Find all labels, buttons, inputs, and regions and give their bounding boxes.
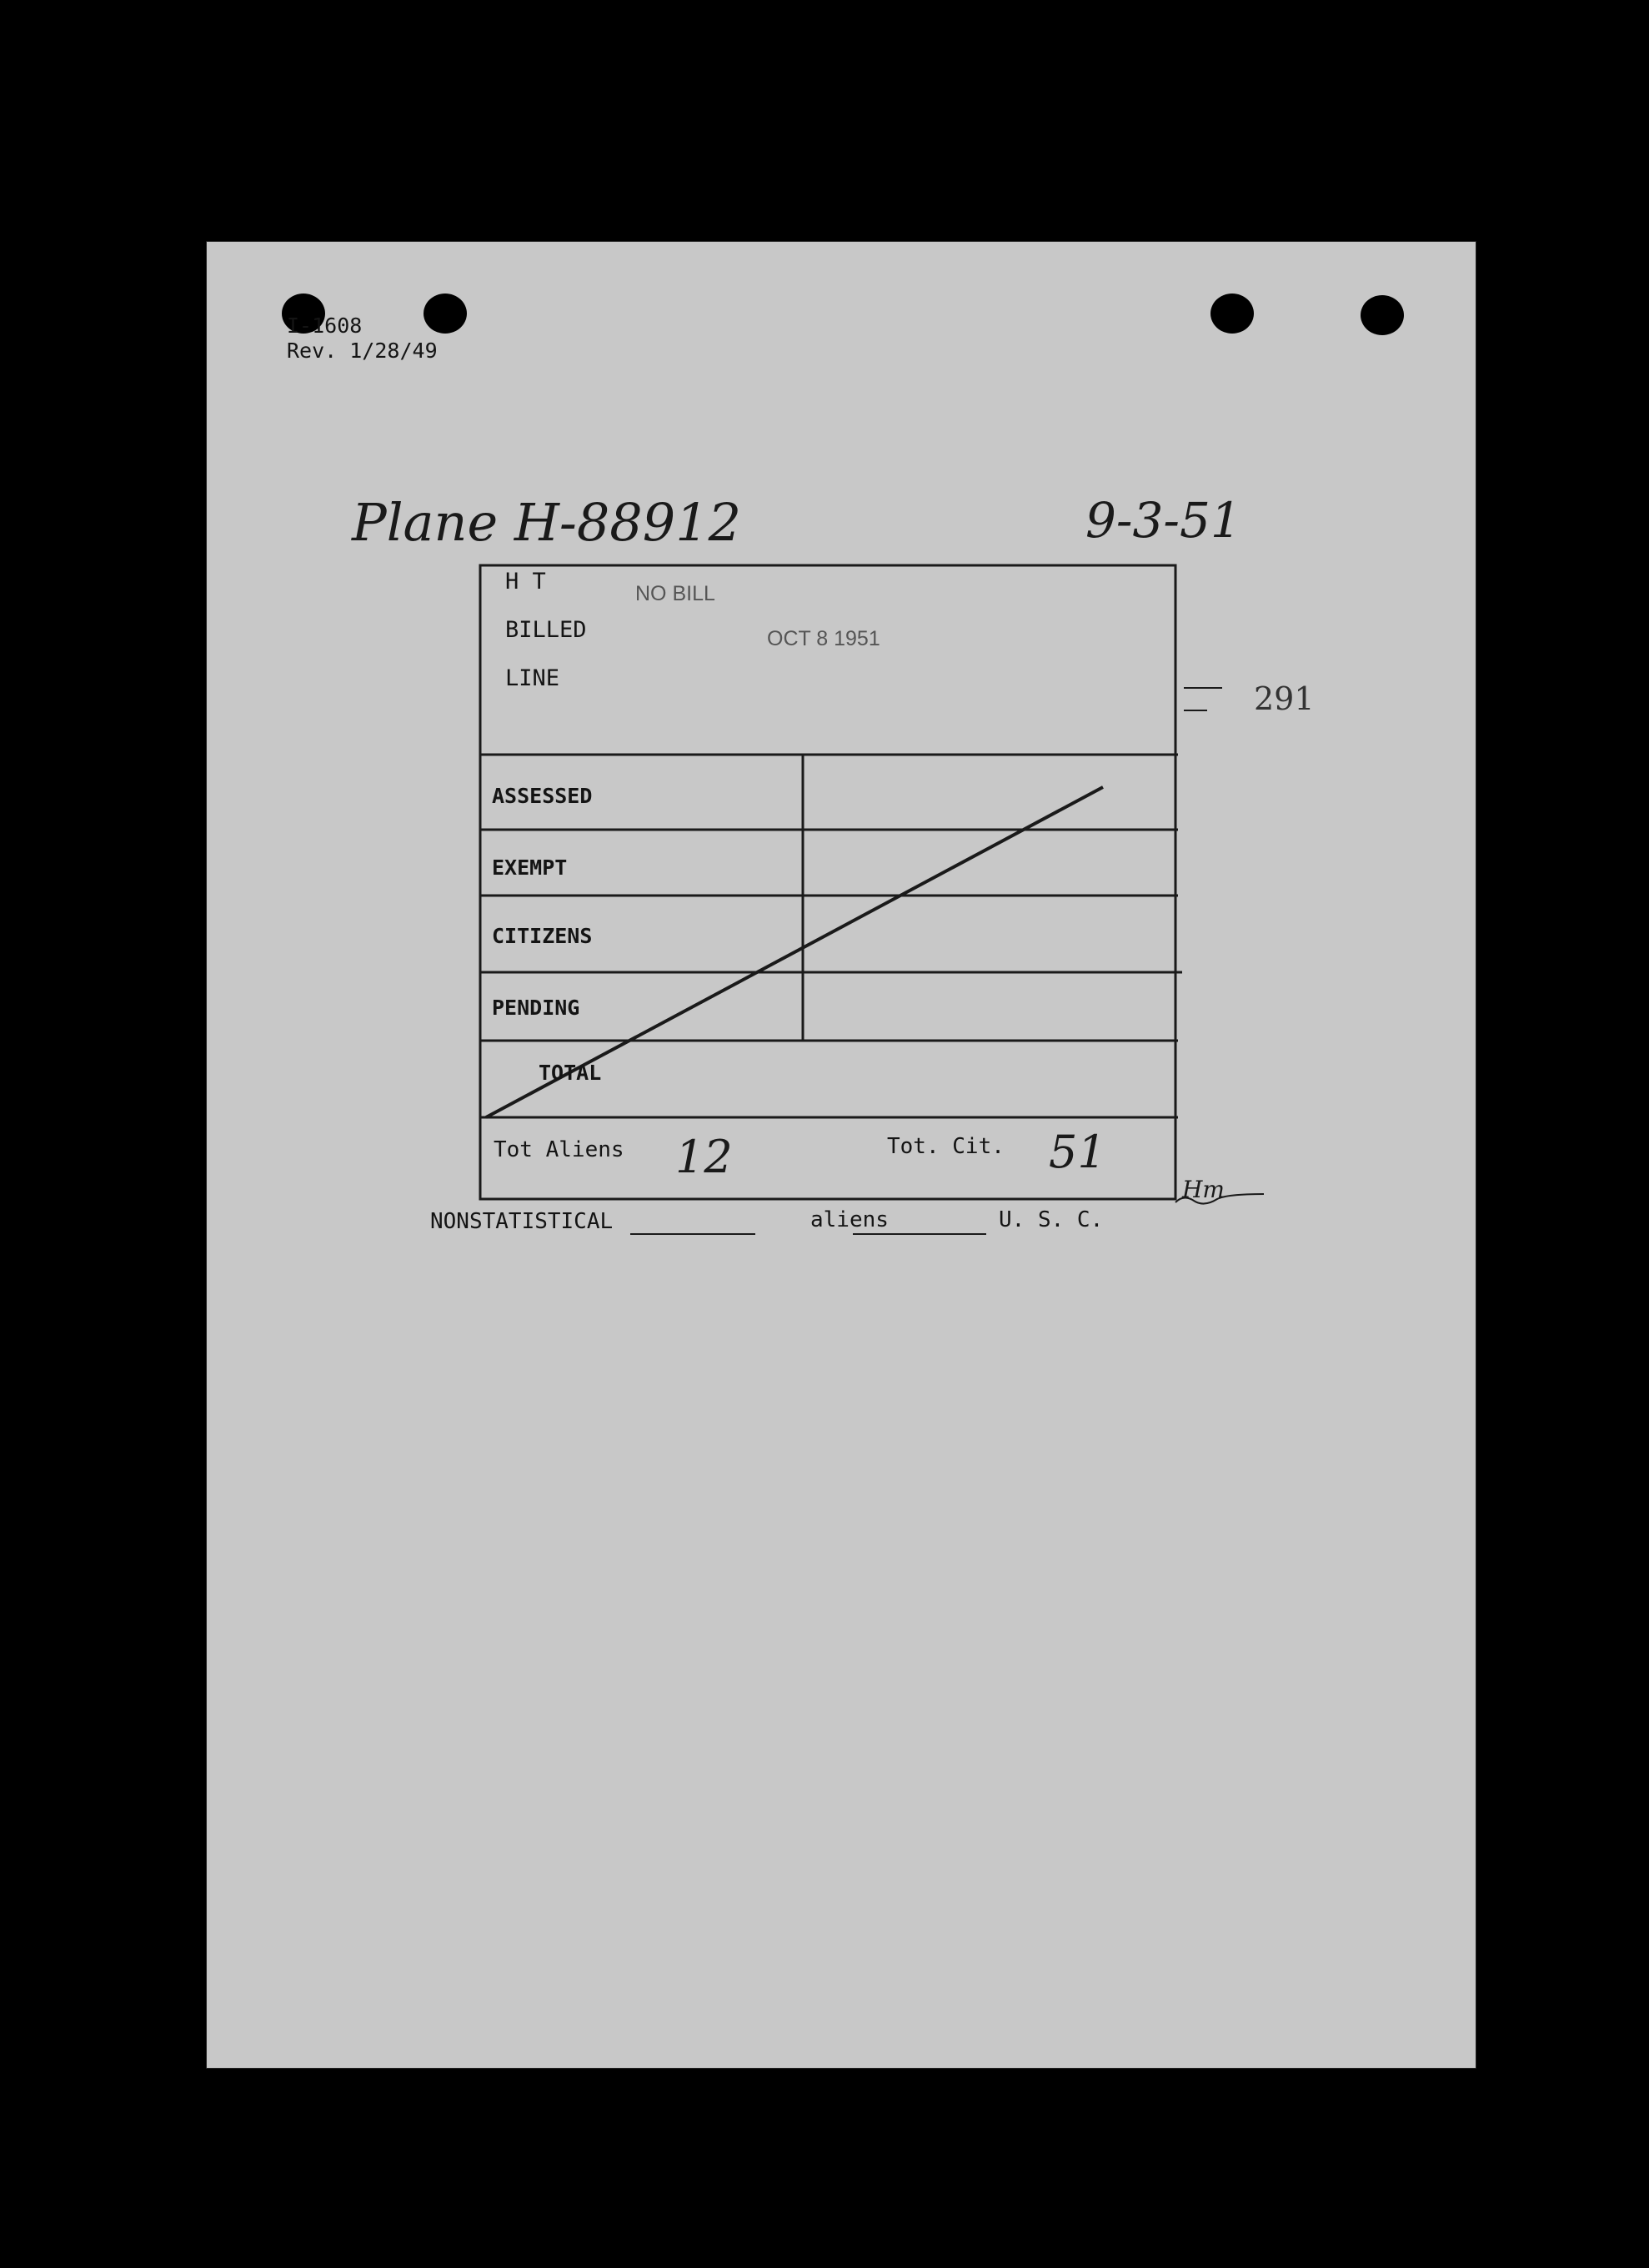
tot-aliens-handwritten: 12	[675, 1131, 733, 1183]
side-number: 291	[1254, 680, 1315, 717]
row-citizens: CITIZENS	[492, 924, 593, 948]
row-assessed: ASSESSED	[492, 784, 593, 808]
total-label: TOTAL	[539, 1061, 602, 1085]
header-line-ht: H T	[505, 569, 546, 595]
form-page	[207, 242, 1476, 2068]
tot-cit-label: Tot. Cit.	[887, 1134, 1005, 1159]
nonstatistical-label: NONSTATISTICAL	[430, 1209, 614, 1234]
initials-handwritten: Hm	[1182, 1176, 1225, 1203]
form-number: I-1608	[287, 314, 363, 338]
usc-label: U. S. C.	[999, 1207, 1104, 1232]
row-pending: PENDING	[492, 996, 580, 1020]
tot-aliens-label: Tot Aliens	[494, 1137, 624, 1162]
header-line-billed: BILLED	[505, 617, 587, 643]
vessel-handwritten: Plane H-88912	[352, 492, 742, 553]
date-stamp: OCT 8 1951	[767, 627, 880, 650]
form-revision: Rev. 1/28/49	[287, 339, 438, 363]
tot-cit-handwritten: 51	[1049, 1126, 1106, 1178]
date-handwritten: 9-3-51	[1085, 492, 1241, 549]
aliens-label: aliens	[810, 1207, 889, 1232]
header-line-line: LINE	[505, 665, 560, 691]
no-bill-stamp: NO BILL	[635, 582, 715, 605]
row-exempt: EXEMPT	[492, 856, 568, 880]
form-grid	[207, 242, 1476, 2068]
